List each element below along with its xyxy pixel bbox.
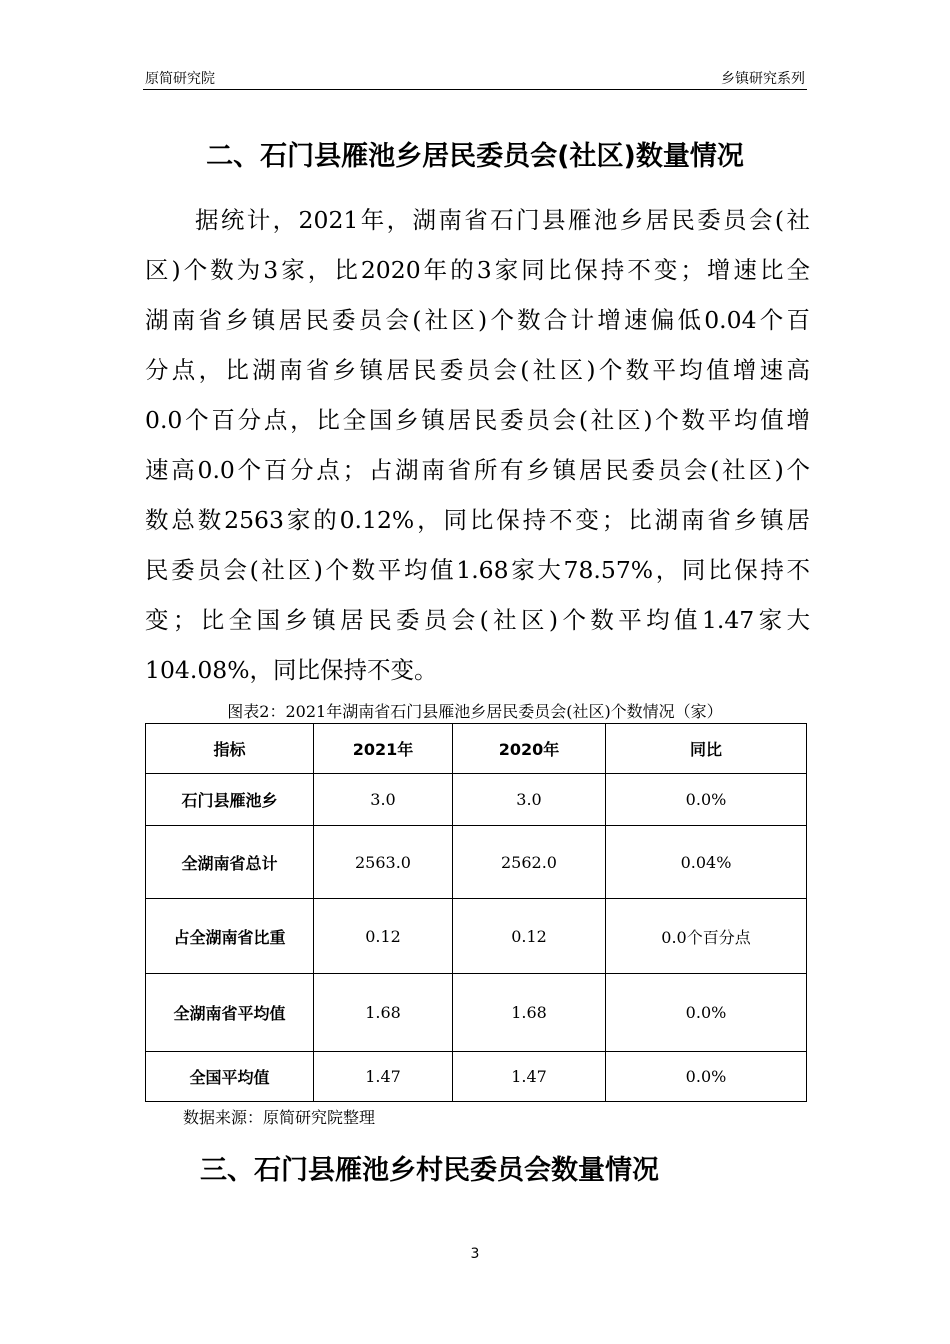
table-cell: 3.0: [453, 774, 606, 826]
row-label: 全国平均值: [146, 1052, 314, 1102]
table-cell: 0.0个百分点: [606, 899, 807, 974]
paragraph-line: 据统计，2021年，湖南省石门县雁池乡居民委员会(社: [195, 206, 810, 234]
table-header-row: [146, 724, 807, 774]
paragraph-line: 0.0个百分点，比全国乡镇居民委员会(社区)个数平均值增: [145, 406, 810, 434]
table-cell: 2563.0: [314, 826, 453, 899]
section-title: 二、石门县雁池乡居民委员会(社区)数量情况: [206, 141, 744, 172]
header-left: 原简研究院: [145, 71, 215, 87]
header-cell: 指标: [146, 724, 314, 774]
section-title: 三、石门县雁池乡村民委员会数量情况: [200, 1155, 659, 1186]
table-row: [146, 899, 807, 974]
table-cell: 3.0: [314, 774, 453, 826]
header-right: 乡镇研究系列: [721, 71, 805, 87]
paragraph-line: 数总数2563家的0.12%，同比保持不变；比湖南省乡镇居: [145, 506, 810, 534]
body-paragraph: [145, 195, 810, 695]
table-cell: 2562.0: [453, 826, 606, 899]
table-row: [146, 774, 807, 826]
table-cell: 1.68: [314, 974, 453, 1052]
row-label: 石门县雁池乡: [146, 774, 314, 826]
table-cell: 0.12: [314, 899, 453, 974]
paragraph-line: 区)个数为3家，比2020年的3家同比保持不变；增速比全: [145, 256, 810, 284]
table-cell: 0.0%: [606, 774, 807, 826]
table-cell: 1.47: [314, 1052, 453, 1102]
page-number: 3: [470, 1246, 480, 1262]
table-row: [146, 974, 807, 1052]
data-table: [145, 723, 807, 1102]
table-cell: 0.0%: [606, 974, 807, 1052]
paragraph-line: 分点，比湖南省乡镇居民委员会(社区)个数平均值增速高: [145, 356, 810, 384]
table-caption: 图表2：2021年湖南省石门县雁池乡居民委员会(社区)个数情况（家）: [227, 702, 723, 721]
header-cell: 2021年: [314, 724, 453, 774]
row-label: 全湖南省总计: [146, 826, 314, 899]
table-cell: 0.12: [453, 899, 606, 974]
paragraph-line: 民委员会(社区)个数平均值1.68家大78.57%，同比保持不: [145, 556, 810, 584]
table-cell: 1.47: [453, 1052, 606, 1102]
table-cell: 0.0%: [606, 1052, 807, 1102]
table-source: 数据来源：原简研究院整理: [183, 1108, 376, 1127]
header-divider: [143, 89, 807, 90]
paragraph-line: 湖南省乡镇居民委员会(社区)个数合计增速偏低0.04个百: [145, 306, 810, 334]
header-cell: 同比: [606, 724, 807, 774]
table-cell: 0.04%: [606, 826, 807, 899]
row-label: 占全湖南省比重: [146, 899, 314, 974]
row-label: 全湖南省平均值: [146, 974, 314, 1052]
paragraph-line: 104.08%，同比保持不变。: [145, 656, 438, 684]
paragraph-line: 变；比全国乡镇居民委员会(社区)个数平均值1.47家大: [145, 606, 810, 634]
table-cell: 1.68: [453, 974, 606, 1052]
table-row: [146, 1052, 807, 1102]
paragraph-line: 速高0.0个百分点；占湖南省所有乡镇居民委员会(社区)个: [145, 456, 810, 484]
table-row: [146, 826, 807, 899]
header-cell: 2020年: [453, 724, 606, 774]
